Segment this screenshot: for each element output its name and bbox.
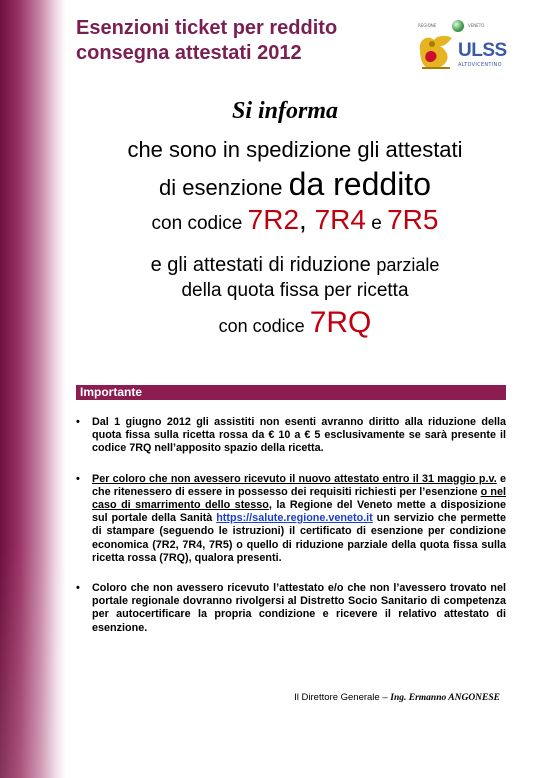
logo-subtitle: ALTOVICENTINO bbox=[458, 62, 502, 68]
page-title bbox=[76, 16, 416, 66]
salute-portal-link[interactable]: https://salute.regione.veneto.it bbox=[216, 512, 373, 525]
codes-and: e bbox=[365, 213, 388, 234]
bullet-icon: • bbox=[76, 416, 80, 428]
list-item bbox=[76, 473, 506, 565]
notice-line-4-small: parziale bbox=[376, 255, 440, 275]
notice-line-2-emphasis: da reddito bbox=[288, 166, 431, 202]
list-item bbox=[76, 416, 506, 456]
bullet-3-text: Coloro che non avessero ricevuto l’attestato e/o che non l’avessero trovato nel portale regionale dovranno rivolgersi al Distretto Socio Sanitario di competenza per autocertificare la propria condizione e ricevere il relativo attestato di esenzione. bbox=[92, 582, 506, 634]
code-7r5: 7R5 bbox=[387, 204, 439, 235]
notice-line-1: che sono in spedizione gli attestati bbox=[127, 137, 463, 162]
bullet-2-underlined-2: o nel caso di smarrimento dello stesso bbox=[92, 485, 506, 512]
bullet-2-underlined-1: Per coloro che non avessero ricevuto il nuovo attestato entro il 31 maggio p.v. bbox=[92, 472, 497, 485]
globe-icon bbox=[452, 20, 464, 32]
notice-line-4-text: e gli attestati di riduzione bbox=[150, 254, 377, 276]
bullet-2-text-3: un servizio che permette di stampare (seguendo le istruzioni) il certificato di esenzione per condizione economica (7R2, 7R4, 7R5) o quello di riduzione parziale della quota fissa sulla ricetta rossa (7RQ), qualora presenti. bbox=[92, 512, 506, 564]
codes-prefix: con codice bbox=[151, 213, 248, 234]
title-line-1: Esenzioni ticket per reddito bbox=[76, 17, 338, 39]
bullet-2-text-1: e che ritenessero di essere in possesso dei requisiti richiesti per l’esenzione bbox=[92, 472, 506, 498]
signature bbox=[230, 692, 500, 703]
code-7rq: 7RQ bbox=[309, 306, 372, 339]
signature-name: Ing. Ermanno ANGONESE bbox=[390, 693, 500, 703]
notice-heading: Si informa bbox=[231, 98, 339, 124]
logo-veneto-text: VENETO bbox=[468, 23, 485, 28]
important-section-header: Importante bbox=[76, 385, 506, 400]
winged-lion-icon bbox=[416, 32, 456, 74]
list-item bbox=[76, 582, 506, 635]
logo-name: ULSS bbox=[458, 40, 507, 61]
bullet-list bbox=[76, 416, 506, 635]
logo-region-text: REGIONE bbox=[418, 23, 437, 28]
notice-line-5: della quota fissa per ricetta bbox=[181, 280, 409, 301]
bullet-icon: • bbox=[76, 582, 80, 595]
title-line-2: consegna attestati 2012 bbox=[76, 42, 302, 64]
code-7rq-prefix: con codice bbox=[218, 316, 310, 336]
notice-line-4 bbox=[60, 254, 530, 277]
notice-line-3 bbox=[60, 204, 530, 236]
notice-line-2-text: di esenzione bbox=[159, 175, 289, 200]
code-7r2: 7R2 bbox=[247, 204, 300, 235]
codes-comma: , bbox=[299, 204, 315, 235]
bullet-2-text-2: , la Regione del Veneto mette a disposizione sul portale della Sanità bbox=[92, 499, 506, 525]
bullet-icon: • bbox=[76, 472, 80, 485]
ulss-logo bbox=[414, 20, 540, 80]
notice-line-2 bbox=[60, 166, 530, 203]
notice-line-6 bbox=[60, 306, 530, 340]
code-7r4: 7R4 bbox=[314, 204, 366, 235]
signature-role: Il Direttore Generale – bbox=[294, 692, 391, 703]
bullet-1-text: Dal 1 giugno 2012 gli assistiti non esenti avranno diritto alla riduzione della quota fissa sulla ricetta rossa da € 10 a € 5 esclusivamente se sarà presente il codice 7RQ nell’apposito spazio della ricetta. bbox=[92, 416, 506, 455]
